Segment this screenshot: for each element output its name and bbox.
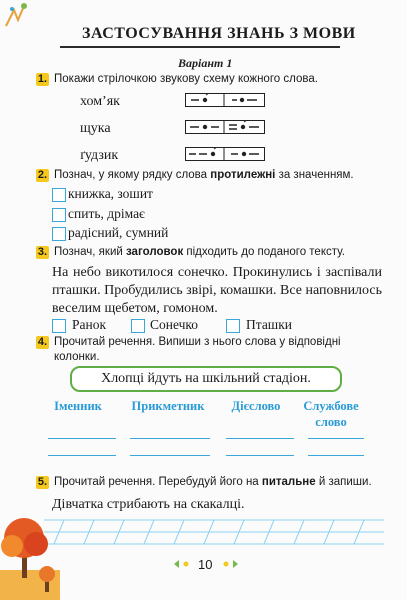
task-4-text: Прочитай речення. Випиши з нього слова у відповідні колонки.: [54, 336, 341, 363]
task-1-word-3: ґудзик: [80, 148, 119, 163]
title-underline: [60, 46, 340, 48]
answer-line-adjective-2[interactable]: [130, 455, 210, 456]
task-3-text: [54, 245, 345, 260]
task-5-number: 5.: [37, 476, 48, 488]
corner-decoration-icon: [0, 0, 40, 30]
task-3-paragraph: На небо викотилося сонечко. Прокинулись і заспівали пташки. Пробудились звірі, комашки. Все наповнилось веселим щебетом, гомоном.: [52, 265, 382, 316]
answer-line-function-1[interactable]: [308, 438, 364, 439]
task-3-text-end: підходить до поданого тексту.: [183, 246, 345, 258]
task-1-number: 1.: [37, 73, 48, 85]
sound-scheme-2[interactable]: [185, 120, 265, 134]
task-3-checkbox-3[interactable]: [226, 319, 240, 333]
task-5-text-start: Прочитай речення. Перебудуй його на: [54, 476, 262, 488]
column-header-function-word: Службове слово: [303, 399, 359, 429]
column-header-verb: Дієслово: [231, 399, 281, 413]
answer-line-verb-1[interactable]: [226, 438, 294, 439]
task-2-checkbox-1[interactable]: [52, 188, 66, 202]
right-ornament-icon: [220, 558, 240, 570]
task-2-text-bold: протилежні: [210, 169, 276, 181]
page-title: ЗАСТОСУВАННЯ ЗНАНЬ З МОВИ: [82, 25, 356, 42]
task-2-option-3: радісний, сумний: [68, 225, 169, 240]
answer-line-verb-2[interactable]: [226, 455, 294, 456]
task-2-number: 2.: [37, 169, 48, 181]
task-5-sentence: Дівчатка стрибають на скакалці.: [52, 497, 245, 512]
task-2-checkbox-2[interactable]: [52, 208, 66, 222]
sound-scheme-1[interactable]: [185, 93, 265, 107]
task-2-checkbox-3[interactable]: [52, 227, 66, 241]
task-1-word-1: хом’як: [80, 94, 120, 109]
task-1-word-2: щука: [80, 121, 111, 136]
task-4-sentence: Хлопці йдуть на шкільний стадіон.: [70, 366, 342, 392]
task-4-number: 4.: [37, 336, 48, 348]
answer-line-noun-2[interactable]: [48, 455, 116, 456]
task-3-text-bold: заголовок: [125, 246, 184, 258]
task-3-checkbox-2[interactable]: [131, 319, 145, 333]
task-3-number: 3.: [37, 246, 48, 258]
answer-line-noun-1[interactable]: [48, 438, 116, 439]
task-5-text-bold: питальне: [261, 476, 316, 488]
task-2-text-start: Познач, у якому рядку слова: [54, 169, 211, 181]
left-ornament-icon: [172, 558, 192, 570]
sound-scheme-3[interactable]: [185, 147, 265, 161]
task-3-option-2: Сонечко: [150, 317, 199, 332]
task-3-option-1: Ранок: [72, 317, 107, 332]
task-3-text-start: Познач, який: [54, 246, 126, 258]
task-2-option-2: спить, дрімає: [68, 206, 145, 221]
task-1-text: Покажи стрілочкою звукову схему кожного слова.: [54, 73, 318, 85]
task-5-text-end: й запиши.: [315, 476, 372, 488]
handwriting-lines[interactable]: [44, 516, 384, 550]
task-2-text-end: за значенням.: [275, 169, 354, 181]
answer-line-adjective-1[interactable]: [130, 438, 210, 439]
answer-line-function-2[interactable]: [308, 455, 364, 456]
task-3-checkbox-1[interactable]: [52, 319, 66, 333]
task-2-option-1: книжка, зошит: [68, 186, 153, 201]
variant-label: Варіант 1: [178, 56, 233, 70]
column-header-noun: Іменник: [54, 399, 102, 413]
task-2-text: [54, 168, 354, 183]
column-header-adjective: Прикметник: [131, 399, 205, 413]
task-3-option-3: Пташки: [246, 317, 292, 332]
task-5-text: [54, 475, 372, 490]
page-number: 10: [198, 557, 213, 572]
autumn-tree-icon: [0, 508, 60, 600]
